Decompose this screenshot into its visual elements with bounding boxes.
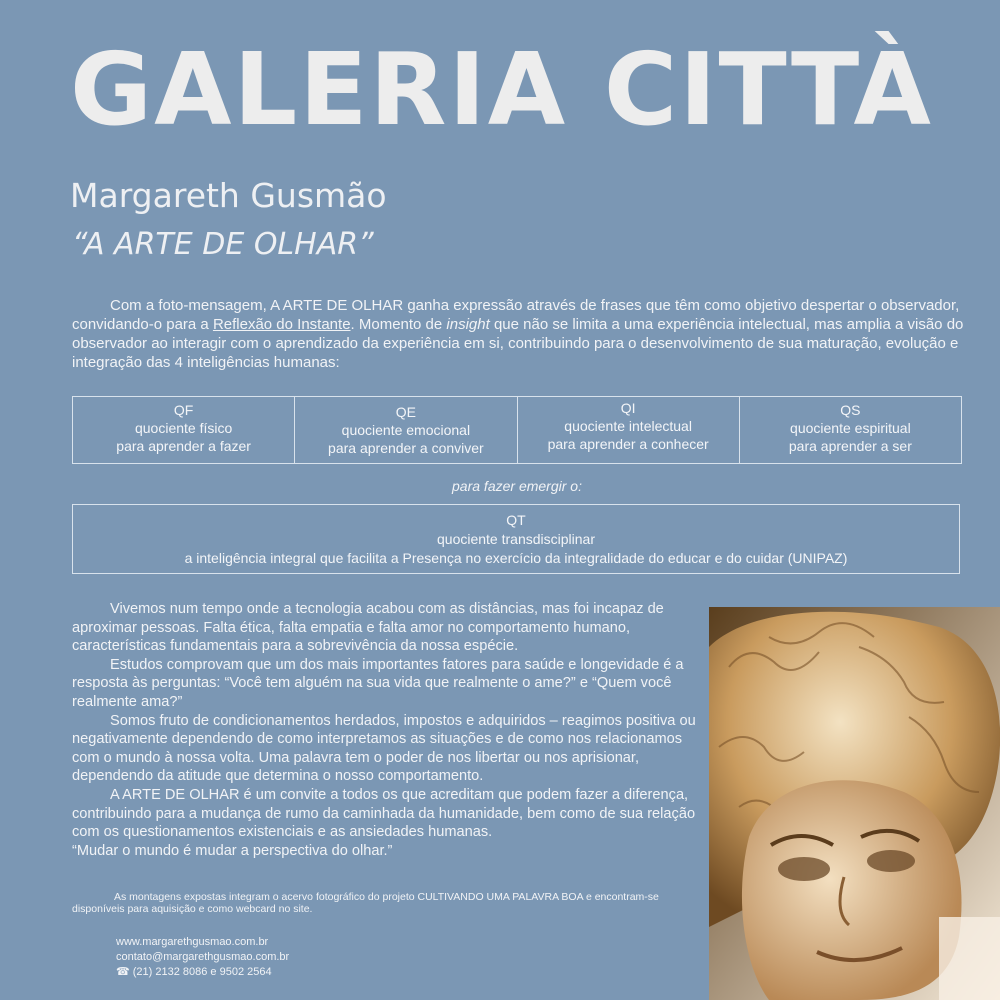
- intro-text-1: Com a foto-mensagem, A ARTE DE OLHAR ganha expressão através de frases que têm como objetivo despertar o observador, convidando-o para a: [72, 297, 960, 333]
- emerge-caption: para fazer emergir o:: [452, 478, 582, 494]
- reflexao-link[interactable]: Reflexão do Instante: [212, 316, 351, 333]
- body-paragraph-text: Vivemos num tempo onde a tecnologia acabou com as distâncias, mas foi incapaz de aproximar pessoas. Falta ética, falta empatia e falta amor no comportamento humano, características fundamentais para a sobrevivência da nossa espécie.: [72, 601, 664, 655]
- website-link[interactable]: www.margarethgusmao.com.br: [116, 936, 269, 948]
- artist-name: Margareth Gusmão: [70, 176, 387, 215]
- body-paragraph-text: A ARTE DE OLHAR é um convite a todos os que acreditam que podem fazer a diferença, contribuindo para a mudança de rumo da caminhada da humanidade, bem como de sua relação com os questionamentos existenciais e as ansiedades humanas.: [72, 786, 696, 841]
- intro-text-3: que não se limita a uma experiência intelectual, mas amplia a visão do observador ao interagir com o aprendizado da experiência em si, contribuindo para o desenvolvimento de sua maturação, evolução e integração das 4 inteligências humanas:: [72, 316, 964, 371]
- closing-quote: “Mudar o mundo é mudar a perspectiva do olhar.”: [72, 842, 393, 859]
- footnote-text: As montagens expostas integram o acervo fotográfico do projeto CULTIVANDO UMA PALAVRA BOA e encontram-se disponíveis para aquisição e como webcard no site.: [72, 891, 659, 915]
- exhibit-title: “A ARTE DE OLHAR”: [72, 227, 374, 262]
- quotient-code: QF: [173, 402, 194, 418]
- quotient-name: quociente intelectual: [564, 418, 692, 434]
- phone-number: (21) 2132 8086 e 9502 2564: [132, 966, 272, 978]
- intro-paragraph: [72, 296, 964, 372]
- quotient-qe: [295, 397, 517, 463]
- quotient-code: QS: [840, 402, 861, 418]
- body-paragraph: [72, 656, 702, 712]
- quotients-table: [72, 396, 962, 464]
- footnote: [72, 891, 692, 915]
- qt-box: [72, 504, 960, 574]
- quotient-name: quociente físico: [134, 420, 233, 436]
- qt-name: quociente transdisciplinar: [437, 531, 595, 547]
- quotient-name: quociente espiritual: [790, 420, 911, 436]
- body-paragraph-text: Estudos comprovam que um dos mais importantes fatores para saúde e longevidade é a resposta às perguntas: “Você tem alguém na sua vida que realmente o ame?” e “Quem você realmente ama?”: [72, 656, 684, 710]
- body-paragraph: [72, 786, 702, 842]
- quotient-purpose: para aprender a ser: [788, 438, 912, 454]
- body-paragraph-text: Somos fruto de condicionamentos herdados, impostos e adquiridos – reagimos positiva ou negativamente dependendo de como interpretamos as situações e de como nos relacionamos com o mundo à nossa volta. Uma palavra tem o poder de nos libertar ou nos aprisionar, dependendo da atitude que determina o nosso comportamento.: [72, 712, 696, 785]
- quotient-name: quociente emocional: [341, 422, 471, 438]
- phone-line: [116, 965, 289, 980]
- gallery-title: GALERIA CITTÀ: [70, 31, 933, 148]
- qt-description: a inteligência integral que facilita a Presença no exercício da integralidade do educar e do cuidar (UNIPAZ): [184, 550, 848, 566]
- quotient-qs: [740, 397, 961, 463]
- quotient-qf: [73, 397, 295, 463]
- email-link[interactable]: contato@margarethgusmao.com.br: [116, 951, 290, 963]
- quotient-code: QE: [395, 404, 416, 420]
- body-text: [72, 600, 702, 860]
- body-paragraph: [72, 600, 702, 656]
- portrait-photo: [709, 607, 1000, 1000]
- qt-code: QT: [506, 512, 526, 528]
- quotient-qi: [518, 397, 740, 463]
- telephone-icon: ☎: [116, 966, 130, 978]
- contact-block: [116, 935, 289, 980]
- body-paragraph: [72, 712, 702, 786]
- quotient-code: QI: [620, 400, 636, 416]
- intro-text-2: . Momento de: [350, 316, 447, 333]
- quotient-purpose: para aprender a conviver: [328, 440, 484, 456]
- insight-word: insight: [446, 316, 490, 333]
- quotient-purpose: para aprender a fazer: [116, 438, 251, 454]
- quotient-purpose: para aprender a conhecer: [547, 436, 709, 452]
